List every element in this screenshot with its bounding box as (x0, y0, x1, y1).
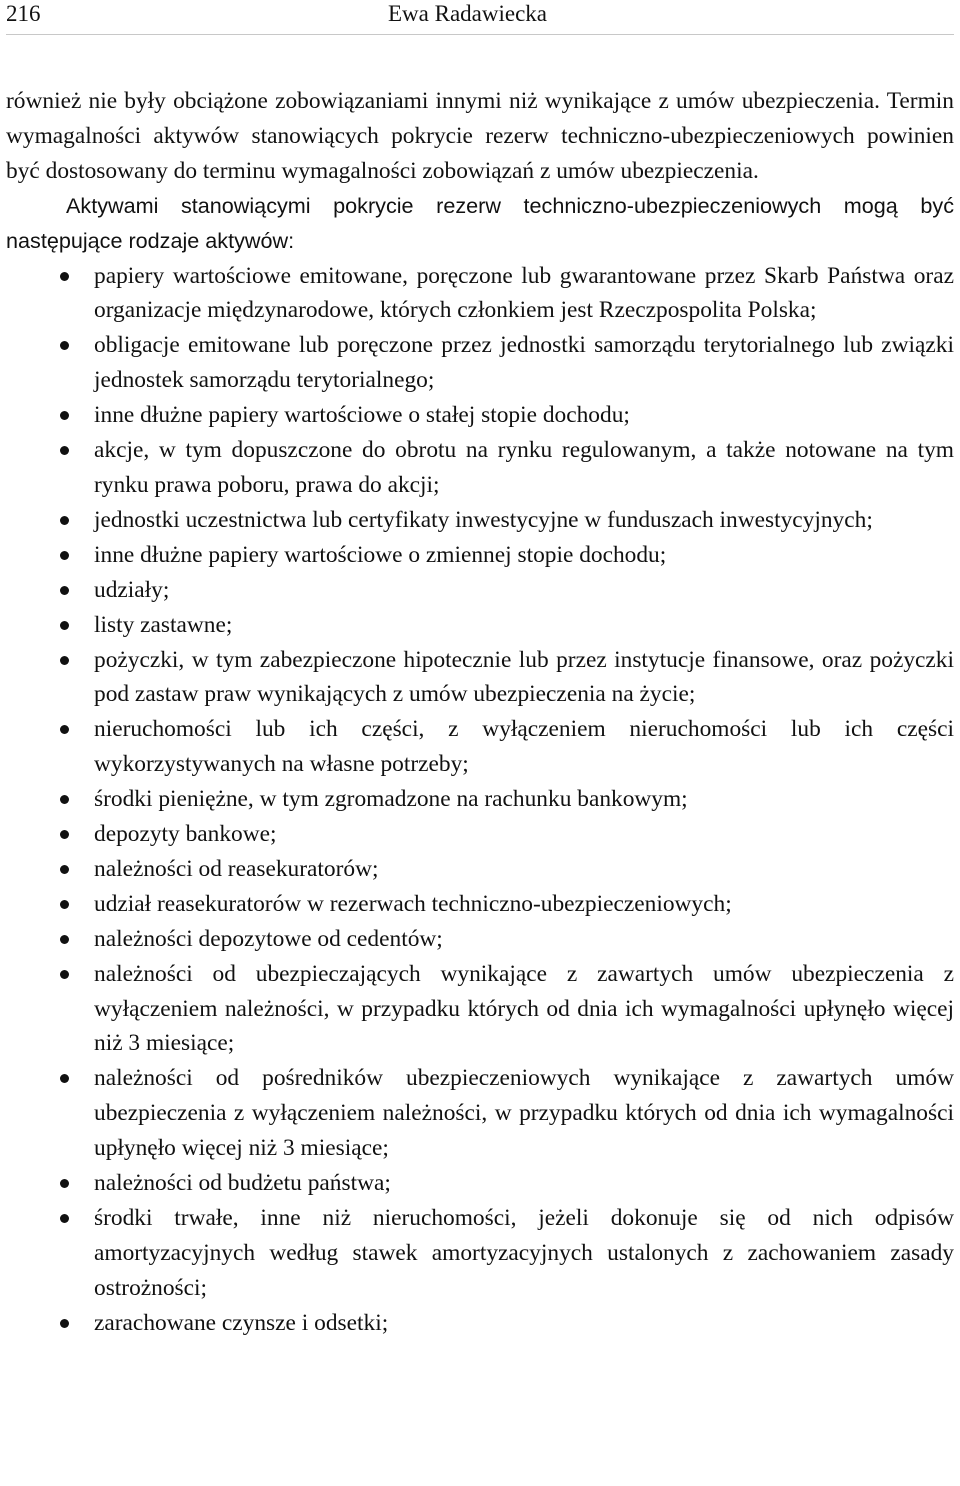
list-item (6, 887, 954, 922)
list-item (6, 259, 954, 329)
list-item (6, 643, 954, 713)
list-item (6, 922, 954, 957)
bullet-icon (60, 1214, 69, 1223)
bullet-icon (60, 1179, 69, 1188)
list-item (6, 957, 954, 1062)
list-item-text: należności depozytowe od cedentów; (94, 925, 443, 952)
list-item-text: należności od reasekuratorów; (94, 855, 379, 882)
header-divider (6, 34, 954, 35)
list-item-text: listy zastawne; (94, 611, 233, 638)
list-item (6, 538, 954, 573)
list-item-text: inne dłużne papiery wartościowe o stałej stopie dochodu; (94, 402, 630, 429)
body-text (6, 84, 954, 1341)
list-item-text: akcje, w tym dopuszczone do obrotu na rynku regulowanym, a także notowane na tym rynku prawa poboru, prawa do akcji; (94, 437, 954, 498)
list-item-text: jednostki uczestnictwa lub certyfikaty inwestycyjne w funduszach inwestycyjnych; (94, 506, 873, 533)
bullet-icon (60, 830, 69, 839)
list-item-text: środki trwałe, inne niż nieruchomości, jeżeli dokonuje się od nich odpisów amortyzacyjnych według stawek amortyzacyjnych ustalonych z zachowaniem zasady ostrożności; (94, 1205, 954, 1301)
bullet-icon (60, 446, 69, 455)
bullet-icon (60, 341, 69, 350)
list-item-text: udział reasekuratorów w rezerwach techniczno-ubezpieczeniowych; (94, 890, 732, 917)
document-page (6, 0, 954, 1336)
bullet-icon (60, 272, 69, 281)
list-item-text: depozyty bankowe; (94, 821, 277, 848)
list-item (6, 398, 954, 433)
list-item-text: papiery wartościowe emitowane, poręczone lub gwarantowane przez Skarb Państwa oraz organizacje międzynarodowe, których członkiem jest Rzeczpospolita Polska; (94, 262, 954, 324)
list-item-text: udziały; (94, 576, 170, 603)
bullet-icon (60, 935, 69, 944)
list-item (6, 1306, 954, 1341)
list-item-text: nieruchomości lub ich części, z wyłączeniem nieruchomości lub ich części wykorzystywanych na własne potrzeby; (94, 716, 954, 778)
bullet-icon (60, 516, 69, 525)
list-item-text: obligacje emitowane lub poręczone przez jednostki samorządu terytorialnego lub związki jednostek samorządu terytorialnego; (94, 332, 954, 394)
bullet-icon (60, 725, 69, 734)
list-item (6, 1166, 954, 1201)
bullet-icon (60, 865, 69, 874)
list-item (6, 503, 954, 538)
list-item (6, 1061, 954, 1166)
paragraph-lead: Aktywami stanowiącymi pokrycie rezerw techniczno-ubezpieczeniowych mogą być następujące rodzaje aktywów: (6, 192, 954, 253)
list-item (6, 817, 954, 852)
list-item-text: należności od pośredników ubezpieczeniowych wynikające z zawartych umów ubezpieczenia z wyłączeniem należności, w przypadku których od dnia ich wymagalności upłynęło więcej niż 3 miesiące; (94, 1065, 954, 1162)
list-item (6, 852, 954, 887)
list-item (6, 328, 954, 398)
bullet-icon (60, 656, 69, 665)
list-item (6, 433, 954, 503)
list-item-text: pożyczki, w tym zabezpieczone hipotecznie lub przez instytucje finansowe, oraz pożyczki pod zastaw praw wynikających z umów ubezpieczenia na życie; (94, 646, 954, 708)
list-item-text: należności od ubezpieczających wynikające z zawartych umów ubezpieczenia z wyłączeniem należności, w przypadku których od dnia ich wymagalności upłynęło więcej niż 3 miesiące; (94, 960, 954, 1057)
list-item-text: należności od budżetu państwa; (94, 1170, 391, 1197)
bullet-icon (60, 621, 69, 630)
list-item (6, 608, 954, 643)
paragraph-intro: również nie były obciążone zobowiązaniami innymi niż wynikające z umów ubezpieczenia. Termin wymagalności aktywów stanowiących pokrycie rezerw techniczno-ubezpieczeniowych powinien być dostosowany do terminu wymagalności zobowiązań z umów ubezpieczenia. (6, 88, 954, 184)
list-item (6, 1201, 954, 1306)
asset-list (6, 259, 954, 1341)
page-header (6, 0, 954, 28)
bullet-icon (60, 1074, 69, 1083)
list-item (6, 712, 954, 782)
bullet-icon (60, 900, 69, 909)
page-number: 216 (6, 1, 41, 26)
list-item-text: środki pieniężne, w tym zgromadzone na rachunku bankowym; (94, 786, 688, 813)
bullet-icon (60, 795, 69, 804)
bullet-icon (60, 970, 69, 979)
list-item (6, 573, 954, 608)
bullet-icon (60, 551, 69, 560)
list-item (6, 782, 954, 817)
bullet-icon (60, 411, 69, 420)
running-head: Ewa Radawiecka (388, 1, 548, 26)
bullet-icon (60, 1319, 69, 1328)
bullet-icon (60, 586, 69, 595)
list-item-text: inne dłużne papiery wartościowe o zmiennej stopie dochodu; (94, 541, 667, 568)
list-item-text: zarachowane czynsze i odsetki; (94, 1309, 389, 1336)
